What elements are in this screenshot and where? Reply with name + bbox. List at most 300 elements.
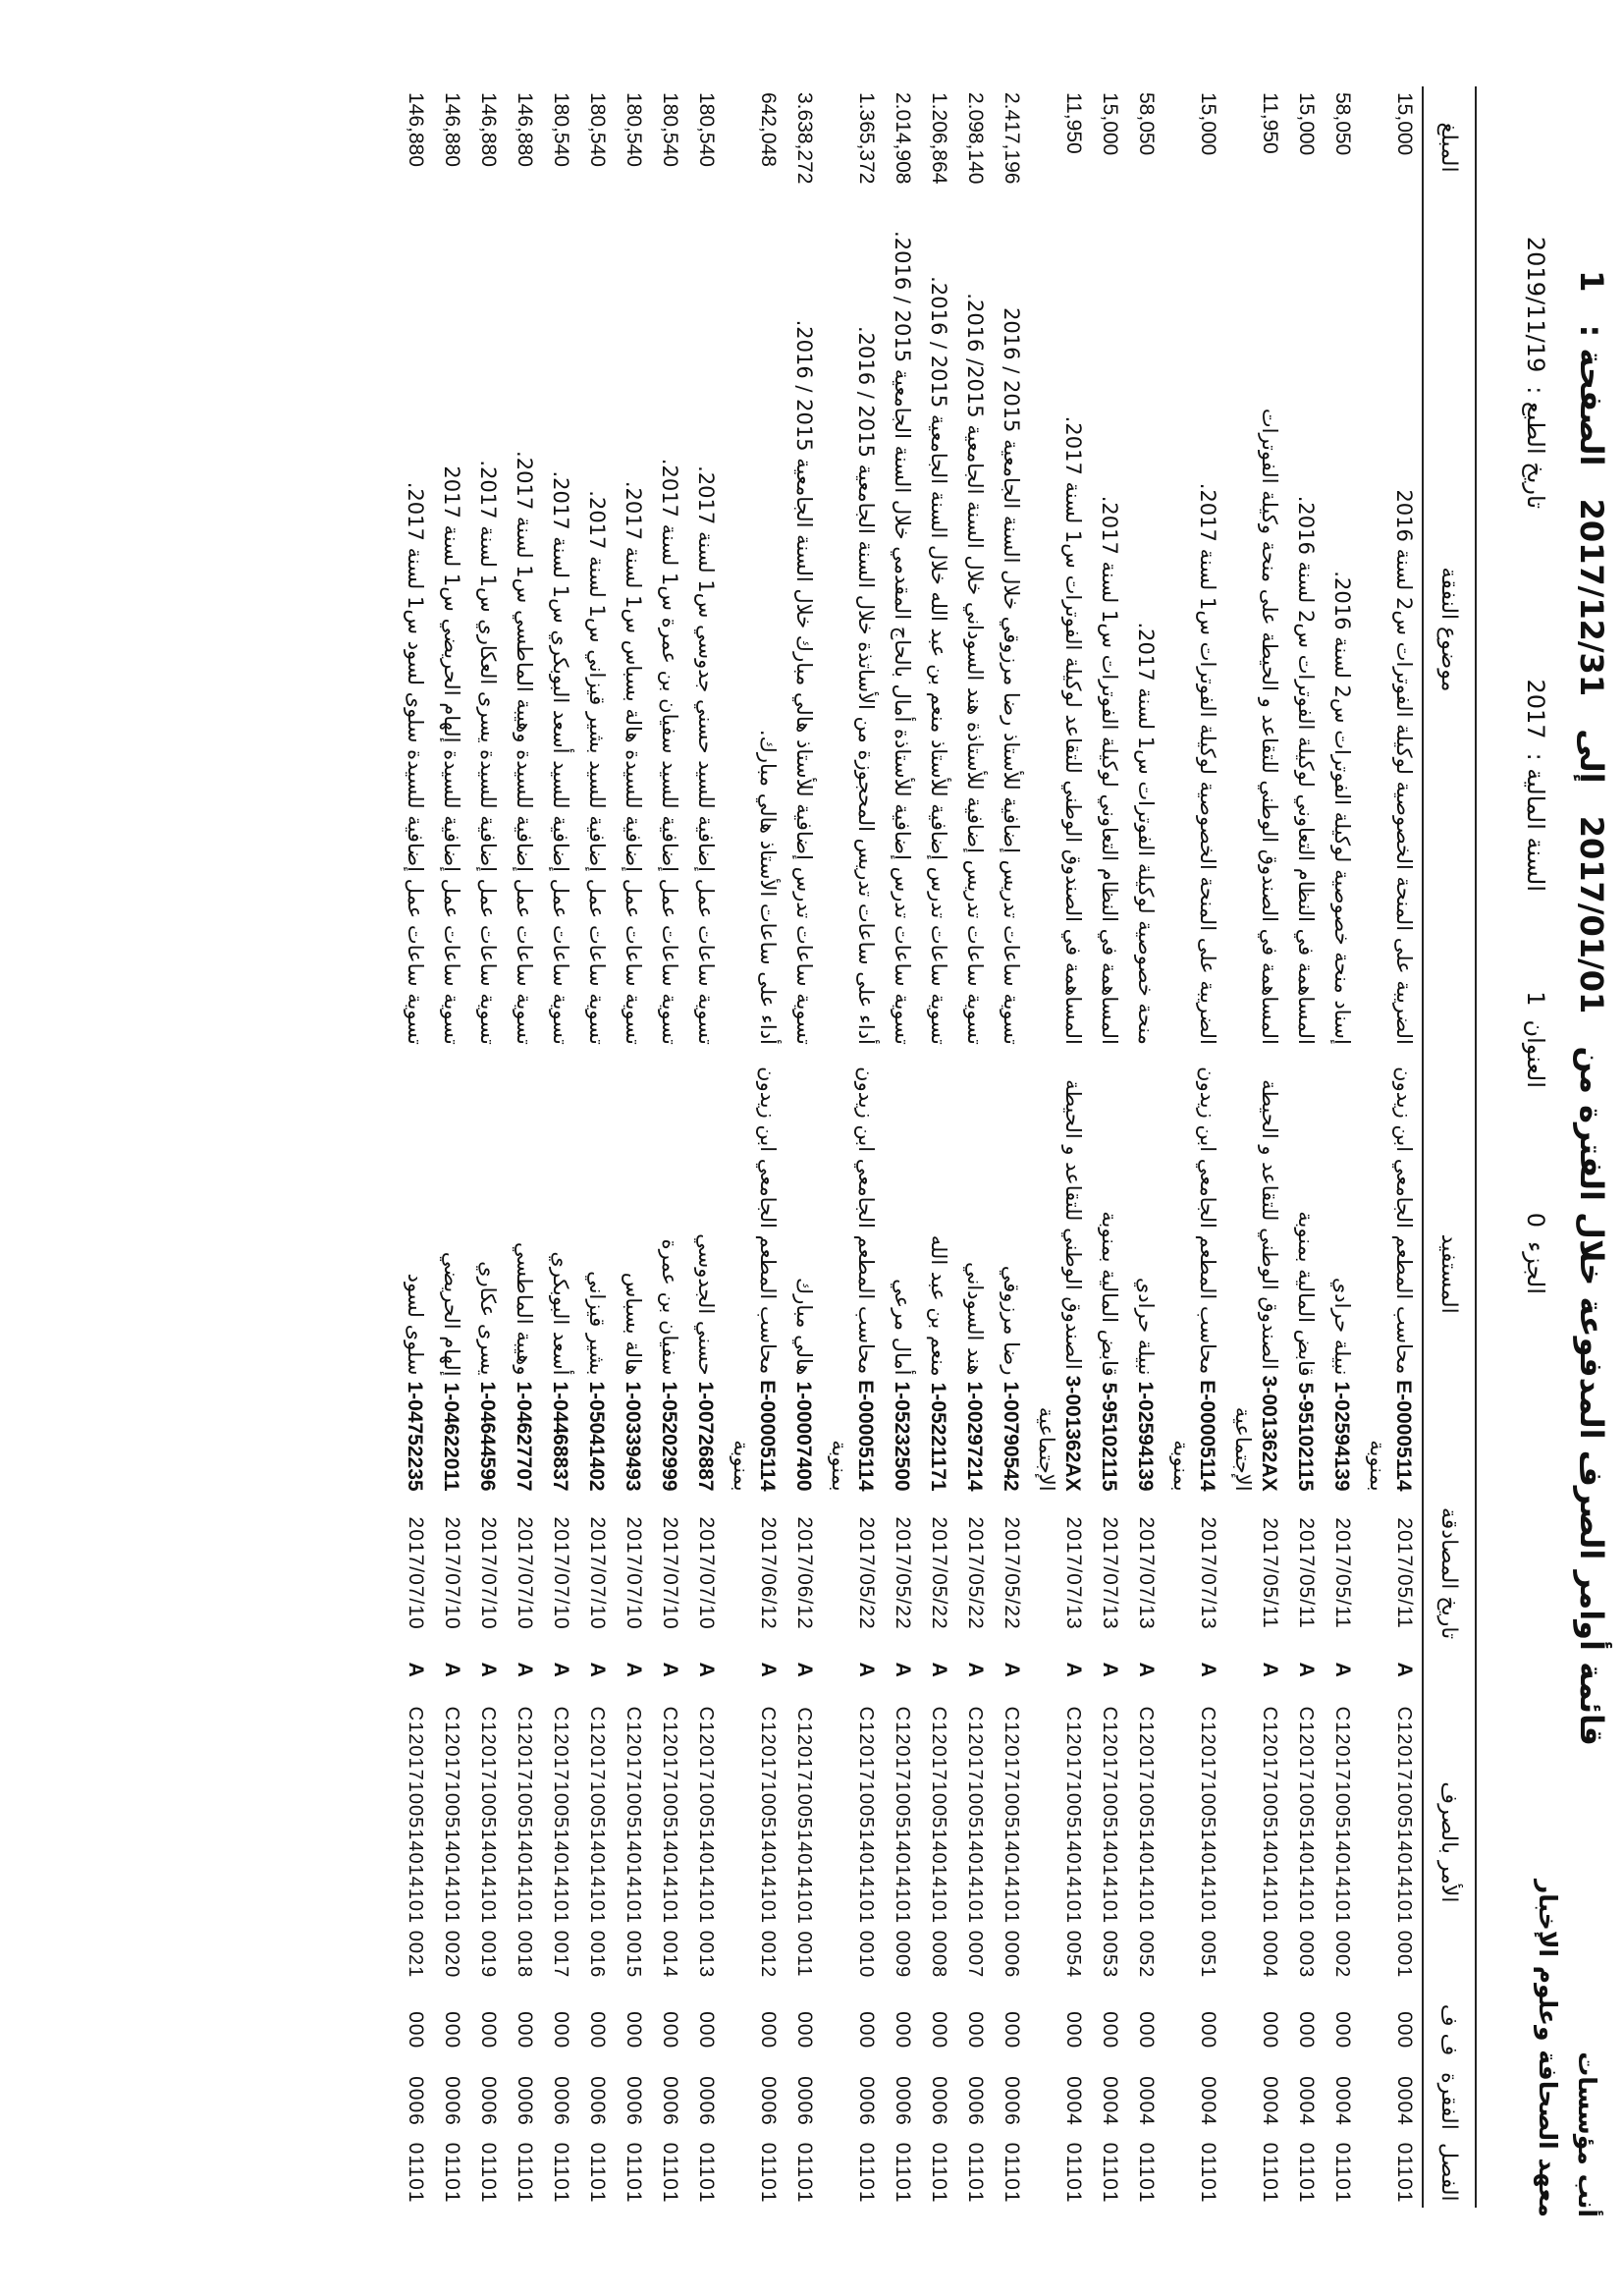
chapter-cell: 01101 bbox=[1331, 2142, 1354, 2204]
fiscal-year-info bbox=[1522, 679, 1549, 892]
table-row bbox=[1127, 86, 1164, 2208]
status-flag-cell: A bbox=[1062, 1662, 1085, 1677]
table-row bbox=[578, 86, 615, 2208]
paragraph-cell: 0004 bbox=[1295, 2076, 1318, 2126]
beneficiary-cell bbox=[785, 1051, 822, 1498]
paragraph-cell: 0006 bbox=[477, 2076, 500, 2126]
order-number-cell: C12017100514014101 0017 bbox=[550, 1706, 571, 1979]
subject-cell: تسوية ساعات عمل إضافية للسيدة يسرى العكاري س1 لسنة 2017. bbox=[476, 460, 500, 1045]
approval-date-cell: 2017/07/13 bbox=[1197, 1516, 1219, 1630]
chapter-cell: 01101 bbox=[1393, 2142, 1416, 2204]
beneficiary-name: الصندوق الوطني للتقاعد و الحيطة الإجتماعية bbox=[1231, 1079, 1281, 1492]
table-row bbox=[884, 86, 920, 2208]
beneficiary-cell bbox=[1287, 1051, 1324, 1498]
beneficiary-code: E-00005114 bbox=[1392, 1380, 1415, 1492]
approval-date-cell: 2017/07/10 bbox=[514, 1516, 536, 1630]
status-flag-cell: A bbox=[405, 1662, 427, 1677]
beneficiary-cell bbox=[1225, 1051, 1287, 1498]
beneficiary-code: 1-04468837 bbox=[549, 1381, 571, 1492]
beneficiary-code: 5-95102115 bbox=[1294, 1382, 1317, 1492]
beneficiary-code: 5-95102115 bbox=[1098, 1382, 1120, 1492]
paragraph-cell: 0006 bbox=[586, 2076, 609, 2126]
paragraph-cell: 0004 bbox=[1259, 2076, 1281, 2126]
approval-date-cell: 2017/05/22 bbox=[855, 1516, 878, 1630]
chapter-cell: 01101 bbox=[550, 2142, 572, 2204]
order-number-cell: C12017100514014101 0007 bbox=[964, 1706, 986, 1979]
paragraph-cell: 0006 bbox=[892, 2076, 914, 2126]
chapter-cell: 01101 bbox=[477, 2142, 500, 2204]
order-number-cell: C12017100514014101 0001 bbox=[1393, 1706, 1415, 1979]
title-main: قائمة أوامر الصرف المدفوعة خلال الفترة من bbox=[1573, 1046, 1610, 1746]
table-row bbox=[433, 86, 469, 2208]
subject-cell: تسوية ساعات عمل إضافية للسيدة وهيبة الماطسي س1 لسنة 2017. bbox=[513, 451, 536, 1045]
subject-cell: المساهمة في النظام التعاوني لوكيلة الفوترات س2 لسنة 2016. bbox=[1294, 495, 1318, 1045]
amount-cell: 11,950 bbox=[1062, 92, 1085, 154]
subparagraph-cell: 000 bbox=[1197, 2011, 1219, 2050]
beneficiary-cell bbox=[506, 1051, 542, 1498]
subparagraph-cell: 000 bbox=[757, 2011, 780, 2050]
table-row bbox=[542, 86, 578, 2208]
beneficiary-name: نبيلة حرادي bbox=[1134, 1277, 1158, 1376]
subject-cell: تسوية ساعات عمل إضافية للسيد حسني جدوسي س1 لسنة 2017. bbox=[694, 465, 718, 1045]
beneficiary-name: الصندوق الوطني للتقاعد و الحيطة الإجتماعية bbox=[1035, 1079, 1085, 1492]
order-number-cell: C12017100514014101 0004 bbox=[1259, 1706, 1280, 1979]
subparagraph-cell: 000 bbox=[477, 2011, 500, 2050]
institution-ministry: أنب مؤسسات bbox=[1573, 2051, 1601, 2217]
paragraph-cell: 0004 bbox=[1062, 2076, 1085, 2126]
subject-cell: منحة خصوصية لوكيلة الفوترات س1 لسنة 2017. bbox=[1134, 622, 1158, 1045]
table-row bbox=[1164, 86, 1225, 2208]
order-number-cell: C12017100514014101 0015 bbox=[623, 1706, 644, 1979]
beneficiary-code: 1-05202999 bbox=[658, 1381, 680, 1492]
order-number-cell: C12017100514014101 0002 bbox=[1331, 1706, 1353, 1979]
table-row bbox=[724, 86, 785, 2208]
paragraph-cell: 0006 bbox=[855, 2076, 878, 2126]
amount-cell: 180,540 bbox=[586, 92, 609, 167]
beneficiary-cell bbox=[956, 1051, 993, 1498]
beneficiary-code: 1-04644596 bbox=[476, 1381, 499, 1492]
chapter-cell: 01101 bbox=[405, 2142, 427, 2204]
beneficiary-cell bbox=[1127, 1051, 1164, 1498]
table-row bbox=[956, 86, 993, 2208]
subparagraph-cell: 000 bbox=[928, 2011, 950, 2050]
table-row bbox=[687, 86, 724, 2208]
subject-cell: تسوية ساعات تدريس إضافية للأستاذ رضا مرزوقي خلال السنة الجامعية 2015 / 2016 bbox=[1000, 307, 1023, 1045]
order-number-cell: C12017100514014101 0011 bbox=[793, 1707, 815, 1978]
beneficiary-code: 1-00790542 bbox=[1000, 1381, 1022, 1492]
status-flag-cell: A bbox=[1331, 1662, 1354, 1677]
fiscal-value: 2017 bbox=[1522, 679, 1549, 739]
subject-cell: إسناد منحة خصوصية لوكيلة الفوترات س2 لسنة 2016. bbox=[1330, 571, 1354, 1045]
beneficiary-cell bbox=[433, 1051, 469, 1498]
institution-name: معهد الصحافة وعلوم الإخبار bbox=[1534, 1879, 1562, 2217]
order-number-cell: C12017100514014101 0013 bbox=[695, 1706, 717, 1979]
beneficiary-cell bbox=[1091, 1051, 1127, 1498]
amount-cell: 146,880 bbox=[405, 92, 427, 167]
print-date-value: 2019/11/19 bbox=[1522, 236, 1549, 373]
amount-cell: 15,000 bbox=[1197, 92, 1219, 156]
subparagraph-cell: 000 bbox=[793, 2011, 816, 2050]
approval-date-cell: 2017/07/13 bbox=[1099, 1516, 1121, 1630]
subject-cell: تسوية ساعات عمل إضافية للسيد سفيان بن عمرة س1 لسنة 2017. bbox=[658, 458, 681, 1045]
status-flag-cell: A bbox=[757, 1662, 780, 1677]
paragraph-cell: 0006 bbox=[928, 2076, 950, 2126]
print-date-info bbox=[1522, 237, 1549, 509]
approval-date-cell: 2017/05/11 bbox=[1295, 1517, 1318, 1629]
beneficiary-name: منعم بن عبد الله bbox=[927, 1234, 950, 1377]
order-number-cell: C12017100514014101 0052 bbox=[1135, 1706, 1157, 1979]
beneficiary-name: محاسب المطعم الجامعي ابن زيدون بمنوبة bbox=[1366, 1066, 1416, 1492]
payment-orders-table bbox=[397, 86, 1477, 2208]
fiscal-label: السنة المالية : bbox=[1522, 752, 1549, 892]
amount-cell: 146,880 bbox=[514, 92, 536, 167]
beneficiary-cell bbox=[578, 1051, 615, 1498]
amount-cell: 146,880 bbox=[477, 92, 500, 167]
paragraph-cell: 0006 bbox=[514, 2076, 536, 2126]
paragraph-cell: 0006 bbox=[623, 2076, 645, 2126]
chapter-cell: 01101 bbox=[659, 2142, 681, 2204]
title-from-date: 2017/01/01 bbox=[1573, 815, 1610, 1014]
approval-date-cell: 2017/07/10 bbox=[659, 1516, 681, 1630]
beneficiary-name: رضا مرزوقي bbox=[1000, 1265, 1023, 1376]
amount-cell: 1.365,372 bbox=[855, 92, 878, 185]
beneficiary-name: سلوى لسود bbox=[404, 1273, 427, 1376]
amount-cell: 146,880 bbox=[441, 92, 463, 167]
subject-cell: تسوية ساعات عمل إضافية للسيد أسعد البوبكري س1 لسنة 2017. bbox=[549, 470, 572, 1045]
approval-date-cell: 2017/07/10 bbox=[586, 1516, 609, 1630]
subparagraph-cell: 000 bbox=[405, 2011, 427, 2050]
col-approval-date: تاريخ المصادقة bbox=[1423, 1498, 1476, 1650]
subparagraph-cell: 000 bbox=[514, 2011, 536, 2050]
chapter-cell: 01101 bbox=[1197, 2142, 1219, 2204]
beneficiary-code: 1-00726887 bbox=[694, 1381, 717, 1492]
approval-date-cell: 2017/05/22 bbox=[964, 1516, 987, 1630]
status-flag-cell: A bbox=[514, 1662, 536, 1677]
table-row bbox=[506, 86, 542, 2208]
order-number-cell: C12017100514014101 0008 bbox=[928, 1706, 949, 1979]
subparagraph-cell: 000 bbox=[695, 2011, 718, 2050]
status-flag-cell: A bbox=[1393, 1662, 1416, 1677]
table-row bbox=[1360, 86, 1423, 2208]
status-flag-cell: A bbox=[1135, 1662, 1158, 1677]
col-subject: موضوع النفقة bbox=[1423, 208, 1476, 1051]
approval-date-cell: 2017/07/13 bbox=[1135, 1516, 1158, 1630]
beneficiary-name: هند السوداني bbox=[963, 1262, 987, 1376]
beneficiary-cell bbox=[993, 1051, 1029, 1498]
beneficiary-code: 3-001362AX bbox=[1258, 1375, 1280, 1492]
order-number-cell: C12017100514014101 0018 bbox=[514, 1706, 535, 1979]
subparagraph-cell: 000 bbox=[659, 2011, 681, 2050]
status-flag-cell: A bbox=[928, 1662, 950, 1677]
beneficiary-cell bbox=[920, 1051, 956, 1498]
page-number: 1 bbox=[1573, 270, 1610, 293]
beneficiary-name: محاسب المطعم الجامعي ابن زيدون بمنوبة bbox=[1169, 1066, 1219, 1492]
amount-cell: 2.098,140 bbox=[964, 92, 987, 185]
subparagraph-cell: 000 bbox=[1062, 2011, 1085, 2050]
amount-cell: 15,000 bbox=[1099, 92, 1121, 156]
beneficiary-code: 1-04627707 bbox=[513, 1381, 535, 1492]
subparagraph-cell: 000 bbox=[623, 2011, 645, 2050]
amount-cell: 180,540 bbox=[695, 92, 718, 167]
paragraph-cell: 0006 bbox=[964, 2076, 987, 2126]
beneficiary-code: 1-05232500 bbox=[891, 1381, 913, 1492]
amount-cell: 2.417,196 bbox=[1001, 92, 1023, 185]
paragraph-cell: 0004 bbox=[1135, 2076, 1158, 2126]
approval-date-cell: 2017/07/10 bbox=[405, 1516, 427, 1630]
order-number-cell: C12017100514014101 0009 bbox=[892, 1706, 913, 1979]
table-row bbox=[785, 86, 822, 2208]
beneficiary-code: 1-00339493 bbox=[622, 1381, 644, 1492]
status-flag-cell: A bbox=[586, 1662, 609, 1677]
paragraph-cell: 0006 bbox=[659, 2076, 681, 2126]
amount-cell: 1.206,864 bbox=[928, 92, 950, 185]
table-row bbox=[1029, 86, 1091, 2208]
paragraph-cell: 0004 bbox=[1393, 2076, 1416, 2126]
chapter-cell: 01101 bbox=[1295, 2142, 1318, 2204]
table-row bbox=[651, 86, 687, 2208]
beneficiary-code: 1-00007400 bbox=[792, 1381, 815, 1492]
subparagraph-cell: 000 bbox=[855, 2011, 878, 2050]
paragraph-cell: 0004 bbox=[1099, 2076, 1121, 2126]
beneficiary-code: E-00005114 bbox=[854, 1380, 877, 1492]
beneficiary-cell bbox=[724, 1051, 785, 1498]
table-body bbox=[397, 86, 1423, 2208]
title-to-date: 2017/12/31 bbox=[1573, 498, 1610, 697]
col-subparagraph: ف ف bbox=[1423, 1995, 1476, 2065]
status-flag-cell: A bbox=[695, 1662, 718, 1677]
approval-date-cell: 2017/05/11 bbox=[1393, 1517, 1416, 1629]
beneficiary-code: 1-04752235 bbox=[404, 1381, 426, 1492]
subparagraph-cell: 000 bbox=[1259, 2011, 1281, 2050]
page-label: الصفحة : bbox=[1573, 324, 1610, 466]
col-beneficiary: المستفيد bbox=[1423, 1051, 1476, 1498]
subject-cell: تسوية ساعات عمل إضافية للسيدة هالة بسباس س1 لسنة 2017. bbox=[622, 480, 645, 1045]
status-flag-cell: A bbox=[1259, 1662, 1281, 1677]
table-row bbox=[615, 86, 651, 2208]
paragraph-cell: 0006 bbox=[757, 2076, 780, 2126]
subparagraph-cell: 000 bbox=[550, 2011, 572, 2050]
status-flag-cell: A bbox=[1295, 1662, 1318, 1677]
subject-cell: المساهمة في النظام التعاوني لوكيلة الفوترات س1 لسنة 2017. bbox=[1098, 495, 1121, 1045]
subject-cell: تسوية ساعات عمل إضافية للسيدة إلهام الحريضي س1 لسنة 2017 bbox=[440, 465, 463, 1045]
chapter-cell: 01101 bbox=[892, 2142, 914, 2204]
heading-value: 1 bbox=[1522, 991, 1549, 1007]
beneficiary-name: بشير قيزاني bbox=[585, 1271, 609, 1376]
beneficiary-name: يسرى عكاري bbox=[476, 1261, 500, 1376]
status-flag-cell: A bbox=[1197, 1662, 1219, 1677]
table-row bbox=[397, 86, 433, 2208]
subparagraph-cell: 000 bbox=[441, 2011, 463, 2050]
subject-cell: تسوية ساعات تدرس إضافية للأستاذ هالي مبارك خلال السنة الجامعية 2015 / 2016. bbox=[792, 319, 816, 1045]
status-flag-cell: A bbox=[892, 1662, 914, 1677]
order-number-cell: C12017100514014101 0016 bbox=[586, 1706, 608, 1979]
approval-date-cell: 2017/07/10 bbox=[477, 1516, 500, 1630]
beneficiary-cell bbox=[651, 1051, 687, 1498]
report-title bbox=[1573, 248, 1610, 1746]
beneficiary-cell bbox=[1029, 1051, 1091, 1498]
chapter-cell: 01101 bbox=[623, 2142, 645, 2204]
paragraph-cell: 0004 bbox=[1197, 2076, 1219, 2126]
subparagraph-cell: 000 bbox=[1001, 2011, 1023, 2050]
status-flag-cell: A bbox=[441, 1662, 463, 1677]
beneficiary-name: سفيان بن عمرة bbox=[658, 1238, 681, 1376]
beneficiary-cell bbox=[542, 1051, 578, 1498]
paragraph-cell: 0004 bbox=[1331, 2076, 1354, 2126]
chapter-cell: 01101 bbox=[695, 2142, 718, 2204]
status-flag-cell: A bbox=[477, 1662, 500, 1677]
paragraph-cell: 0006 bbox=[405, 2076, 427, 2126]
paragraph-cell: 0006 bbox=[695, 2076, 718, 2126]
subject-cell: تسوية ساعات تدريس إضافية للأستاذة هند السوداني خلال السنة الجامعية 2015/ 2016. bbox=[963, 293, 987, 1045]
beneficiary-code: 1-04622011 bbox=[440, 1382, 462, 1492]
amount-cell: 3.638,272 bbox=[793, 92, 816, 185]
chapter-cell: 01101 bbox=[1259, 2142, 1281, 2204]
beneficiary-code: E-00005114 bbox=[1196, 1380, 1218, 1492]
beneficiary-code: 1-02594139 bbox=[1330, 1381, 1353, 1492]
subject-cell: تسوية ساعات تدرس إضافية للأستاذة أمال بالحاج المقدمي خلال السنة الجامعية 2015 / 2016. bbox=[891, 231, 914, 1045]
amount-cell: 2.014,908 bbox=[892, 92, 914, 185]
order-number-cell: C12017100514014101 0019 bbox=[477, 1706, 499, 1979]
subparagraph-cell: 000 bbox=[1135, 2011, 1158, 2050]
section-info bbox=[1522, 1213, 1549, 1294]
chapter-cell: 01101 bbox=[757, 2142, 780, 2204]
order-number-cell: C12017100514014101 0012 bbox=[757, 1706, 779, 1979]
subject-cell: الضريبة على المنحة الخصوصية لوكيلة الفوترات س2 لسنة 2016 bbox=[1392, 489, 1416, 1045]
subject-cell: المساهمة في الصندوق الوطني للتقاعد و الحيطة على منحة وكيلة الفوترات bbox=[1258, 408, 1281, 1045]
chapter-cell: 01101 bbox=[441, 2142, 463, 2204]
beneficiary-cell bbox=[884, 1051, 920, 1498]
table-row bbox=[1091, 86, 1127, 2208]
section-value: 0 bbox=[1522, 1212, 1549, 1228]
approval-date-cell: 2017/05/22 bbox=[928, 1516, 950, 1630]
beneficiary-name: قابض المالية بمنوبة bbox=[1098, 1211, 1121, 1377]
paragraph-cell: 0006 bbox=[441, 2076, 463, 2126]
beneficiary-cell bbox=[1360, 1051, 1423, 1498]
beneficiary-cell bbox=[397, 1051, 433, 1498]
beneficiary-name: هالي مبارك bbox=[792, 1277, 816, 1376]
subject-cell: تسوية ساعات عمل إضافية للسيد بشير قيزاني س1 لسنة 2017. bbox=[585, 490, 609, 1045]
status-flag-cell: A bbox=[793, 1662, 816, 1677]
table-row bbox=[1324, 86, 1360, 2208]
order-number-cell: C12017100514014101 0054 bbox=[1062, 1706, 1084, 1979]
beneficiary-name: محاسب المطعم الجامعي ابن زيدون بمنوبة bbox=[828, 1066, 878, 1492]
subject-cell: أداء على ساعات تدريس المحجوزة من الأساتذة خلال السنة الجامعية 2015 / 2016. bbox=[854, 325, 878, 1045]
col-amount: المبلغ bbox=[1423, 86, 1476, 208]
chapter-cell: 01101 bbox=[855, 2142, 878, 2204]
chapter-cell: 01101 bbox=[514, 2142, 536, 2204]
approval-date-cell: 2017/05/11 bbox=[1331, 1517, 1354, 1629]
beneficiary-code: 3-001362AX bbox=[1061, 1375, 1084, 1492]
print-date-label: تاريخ الطبع : bbox=[1522, 386, 1549, 509]
amount-cell: 11,950 bbox=[1259, 92, 1281, 154]
approval-date-cell: 2017/05/22 bbox=[892, 1516, 914, 1630]
beneficiary-code: 1-05041402 bbox=[585, 1381, 608, 1492]
approval-date-cell: 2017/05/11 bbox=[1259, 1517, 1281, 1629]
beneficiary-name: أمال مرعي bbox=[891, 1279, 914, 1376]
table-header-row bbox=[1423, 86, 1476, 2208]
subparagraph-cell: 000 bbox=[1295, 2011, 1318, 2050]
amount-cell: 15,000 bbox=[1393, 92, 1416, 156]
beneficiary-name: قابض المالية بمنوبة bbox=[1294, 1211, 1318, 1377]
amount-cell: 58,050 bbox=[1135, 92, 1158, 156]
beneficiary-code: 1-02594139 bbox=[1134, 1381, 1157, 1492]
order-number-cell: C12017100514014101 0014 bbox=[659, 1706, 680, 1979]
chapter-cell: 01101 bbox=[928, 2142, 950, 2204]
table-row bbox=[993, 86, 1029, 2208]
table-row bbox=[920, 86, 956, 2208]
beneficiary-code: 1-05221171 bbox=[927, 1382, 949, 1492]
col-flag bbox=[1423, 1650, 1476, 1690]
beneficiary-name: حسني الجدوسي bbox=[694, 1233, 718, 1376]
institution-header bbox=[1528, 1880, 1606, 2217]
title-to-label: إلى bbox=[1573, 729, 1610, 784]
approval-date-cell: 2017/06/12 bbox=[793, 1516, 816, 1630]
beneficiary-cell bbox=[1324, 1051, 1360, 1498]
col-paragraph: الفقرة bbox=[1423, 2065, 1476, 2136]
approval-date-cell: 2017/07/10 bbox=[550, 1516, 572, 1630]
paragraph-cell: 0006 bbox=[550, 2076, 572, 2126]
subparagraph-cell: 000 bbox=[1393, 2011, 1416, 2050]
beneficiary-cell bbox=[1164, 1051, 1225, 1498]
beneficiary-name: إلهام الحريضي bbox=[440, 1251, 463, 1377]
status-flag-cell: A bbox=[1099, 1662, 1121, 1677]
order-number-cell: C12017100514014101 0003 bbox=[1295, 1706, 1317, 1979]
beneficiary-code: 1-00297214 bbox=[963, 1381, 986, 1492]
chapter-cell: 01101 bbox=[1135, 2142, 1158, 2204]
subparagraph-cell: 000 bbox=[586, 2011, 609, 2050]
subject-cell: أداء على ساعات الأستاذ هالي مبارك. bbox=[756, 729, 780, 1045]
beneficiary-name: أسعد البوبكري bbox=[549, 1251, 572, 1376]
chapter-cell: 01101 bbox=[1099, 2142, 1121, 2204]
chapter-cell: 01101 bbox=[793, 2142, 816, 2204]
status-flag-cell: A bbox=[550, 1662, 572, 1677]
approval-date-cell: 2017/06/12 bbox=[757, 1516, 780, 1630]
status-flag-cell: A bbox=[1001, 1662, 1023, 1677]
beneficiary-name: وهيبة الماطسي bbox=[513, 1241, 536, 1376]
beneficiary-cell bbox=[469, 1051, 506, 1498]
subparagraph-cell: 000 bbox=[1331, 2011, 1354, 2050]
section-label: الجزء bbox=[1522, 1241, 1549, 1294]
amount-cell: 180,540 bbox=[659, 92, 681, 167]
amount-cell: 180,540 bbox=[550, 92, 572, 167]
paragraph-cell: 0006 bbox=[1001, 2076, 1023, 2126]
heading-info bbox=[1522, 991, 1549, 1088]
order-number-cell: C12017100514014101 0006 bbox=[1001, 1706, 1022, 1979]
beneficiary-cell bbox=[822, 1051, 884, 1498]
amount-cell: 58,050 bbox=[1331, 92, 1354, 156]
subject-cell: تسوية ساعات عمل إضافية للسيدة سلوى لسود س1 لسنة 2017. bbox=[404, 481, 427, 1045]
amount-cell: 642,048 bbox=[757, 92, 780, 167]
order-number-cell: C12017100514014101 0051 bbox=[1197, 1706, 1218, 1979]
beneficiary-name: هالة بسباس bbox=[622, 1272, 645, 1376]
heading-label: العنوان bbox=[1522, 1019, 1549, 1088]
subparagraph-cell: 000 bbox=[964, 2011, 987, 2050]
chapter-cell: 01101 bbox=[964, 2142, 987, 2204]
order-number-cell: C12017100514014101 0053 bbox=[1099, 1706, 1120, 1979]
status-flag-cell: A bbox=[659, 1662, 681, 1677]
subject-cell: الضريبة على المنحة الخصوصية لوكيلة الفوترات س1 لسنة 2017. bbox=[1196, 482, 1219, 1045]
chapter-cell: 01101 bbox=[586, 2142, 609, 2204]
col-order: الأمر بالصرف bbox=[1423, 1690, 1476, 1995]
order-number-cell: C12017100514014101 0020 bbox=[441, 1706, 462, 1979]
beneficiary-name: نبيلة حرادي bbox=[1330, 1277, 1354, 1376]
approval-date-cell: 2017/07/10 bbox=[441, 1516, 463, 1630]
beneficiary-name: محاسب المطعم الجامعي ابن زيدون بمنوبة bbox=[730, 1066, 780, 1492]
subject-cell: تسوية ساعات تدرس إضافية للأستاذ منعم بن عبد الله خلال السنة الجامعية 2015 / 2016. bbox=[927, 276, 950, 1045]
approval-date-cell: 2017/07/13 bbox=[1062, 1516, 1085, 1630]
beneficiary-cell bbox=[687, 1051, 724, 1498]
subparagraph-cell: 000 bbox=[892, 2011, 914, 2050]
